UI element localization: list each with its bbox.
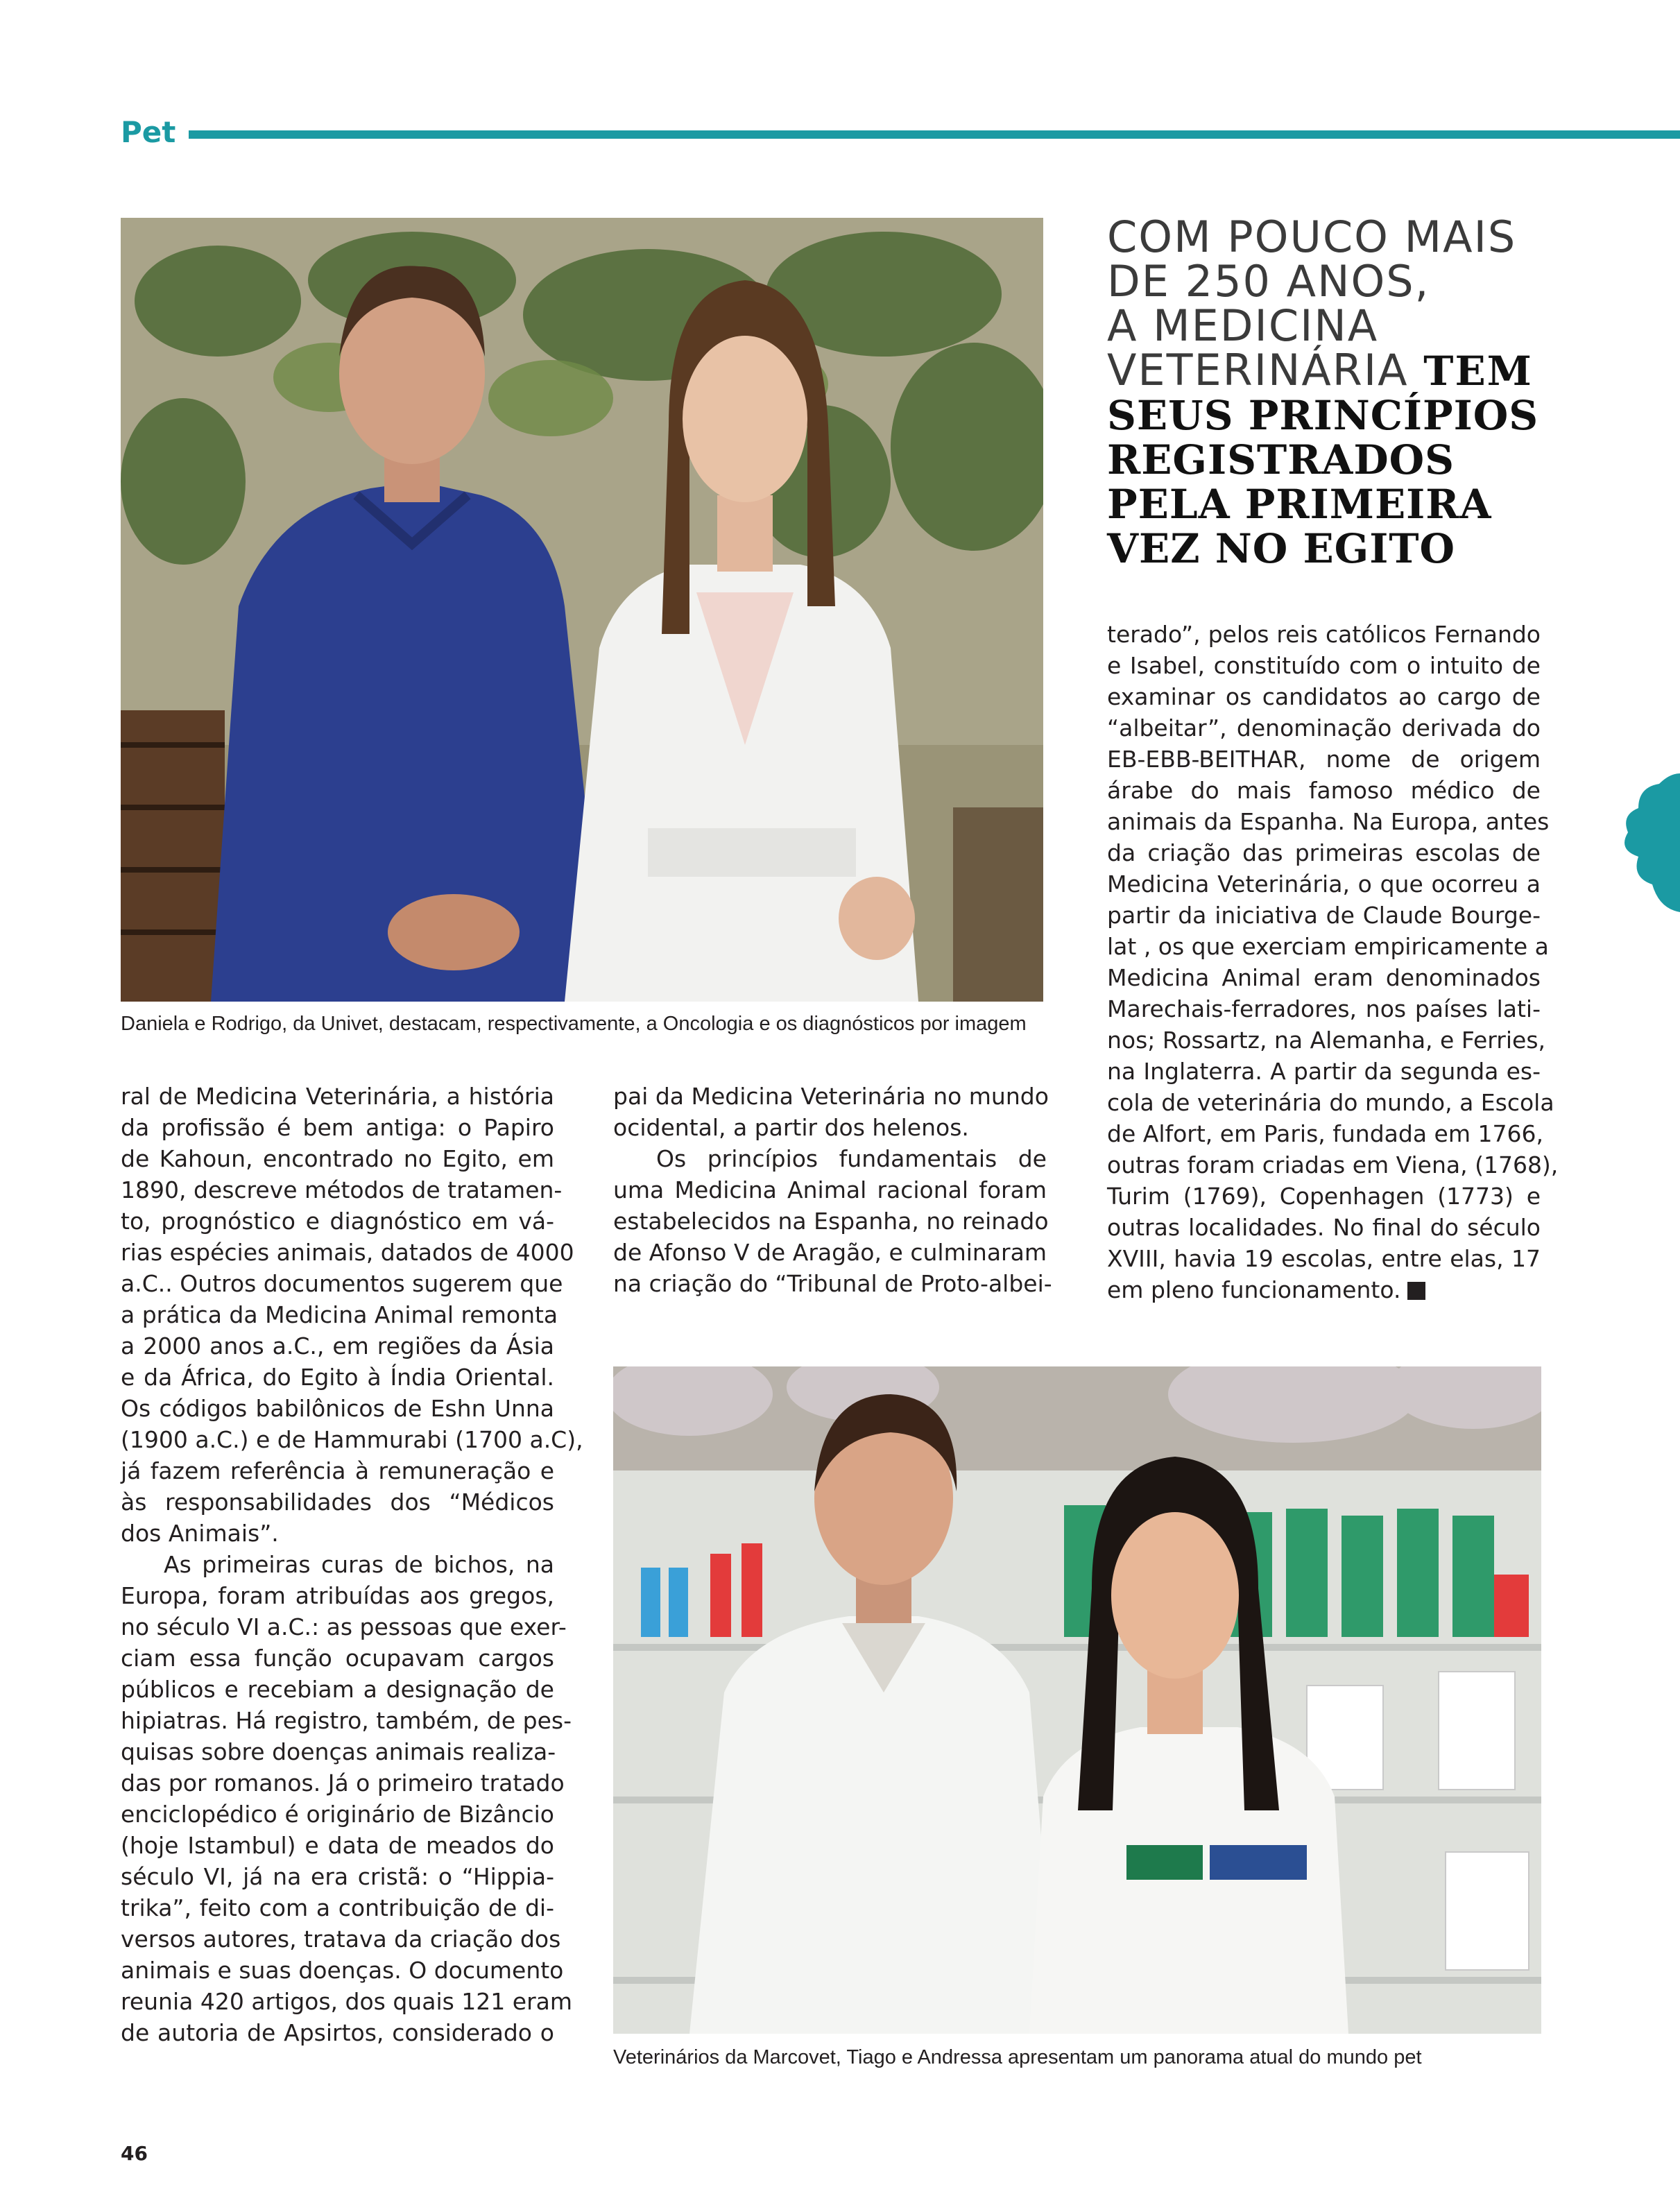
text-line: outras localidades. No final do século (1107, 1214, 1541, 1241)
text-line: outras foram criadas em Viena, (1768), (1107, 1151, 1559, 1178)
pull-quote-line: A MEDICINA (1107, 300, 1379, 351)
text-line: to, prognóstico e diagnóstico em vá- (121, 1208, 554, 1235)
text-line: estabelecidos na Espanha, no reinado (613, 1208, 1049, 1235)
pull-quote-line: SEUS PRINCÍPIOS (1107, 392, 1539, 439)
text-line: ral de Medicina Veterinária, a história (121, 1083, 554, 1110)
photo-top-caption: Daniela e Rodrigo, da Univet, destacam, respectivamente, a Oncologia e os diagnósticos por imagem (121, 1013, 1027, 1035)
text-line: EB-EBB-BEITHAR, nome de origem (1107, 746, 1541, 773)
pull-quote-light-word: VETERINÁRIA (1107, 345, 1409, 395)
text-line: de Afonso V de Aragão, e culminaram (613, 1239, 1047, 1266)
text-line: e Isabel, constituído com o intuito de (1107, 652, 1541, 679)
text-line: trika”, feito com a contribuição de di- (121, 1894, 554, 1921)
text-line: a.C.. Outros documentos sugerem que (121, 1270, 563, 1297)
text-line: árabe do mais famoso médico de (1107, 777, 1541, 804)
text-line: cola de veterinária do mundo, a Escola (1107, 1089, 1554, 1116)
text-line: na Inglaterra. A partir da segunda es- (1107, 1058, 1541, 1085)
text-line: e da África, do Egito à Índia Oriental. (121, 1364, 554, 1391)
photo-bottom-caption: Veterinários da Marcovet, Tiago e Andressa apresentam um panorama atual do mundo pet (613, 2046, 1422, 2068)
text-line-final (1107, 1274, 1541, 1305)
text-line: (1900 a.C.) e de Hammurabi (1700 a.C), (121, 1426, 583, 1453)
pull-quote-line: PELA PRIMEIRA (1107, 481, 1492, 528)
text-line: em pleno funcionamento. (1107, 1276, 1401, 1303)
text-line: da profissão é bem antiga: o Papiro (121, 1114, 554, 1141)
text-line: Turim (1769), Copenhagen (1773) e (1107, 1183, 1541, 1210)
text-line: hipiatras. Há registro, também, de pes- (121, 1707, 572, 1734)
text-line: século VI, já na era cristã: o “Hippia- (121, 1863, 554, 1890)
section-label: Pet (121, 115, 176, 149)
pull-quote-mixed-line (1107, 345, 1565, 395)
text-line: lat , os que exerciam empiricamente a (1107, 933, 1549, 960)
text-line: versos autores, tratava da criação dos (121, 1926, 561, 1953)
text-line: rias espécies animais, datados de 4000 (121, 1239, 574, 1266)
pull-quote-line: VEZ NO EGITO (1107, 525, 1456, 572)
text-line: das por romanos. Já o primeiro tratado (121, 1769, 565, 1797)
text-line: terado”, pelos reis católicos Fernando (1107, 621, 1541, 648)
pull-quote-line: DE 250 ANOS, (1107, 256, 1430, 307)
pull-quote-line: REGISTRADOS (1107, 436, 1455, 483)
text-line: animais e suas doenças. O documento (121, 1957, 564, 1984)
pull-quote-line: COM POUCO MAIS (1107, 212, 1517, 262)
text-line: animais da Espanha. Na Europa, antes (1107, 808, 1550, 835)
text-line: pai da Medicina Veterinária no mundo (613, 1083, 1049, 1110)
text-line: reunia 420 artigos, dos quais 121 eram (121, 1988, 573, 2015)
text-line: de autoria de Apsirtos, considerado o (121, 2019, 554, 2046)
pull-quote (1107, 212, 1565, 572)
section-rule (189, 130, 1680, 139)
text-line: As primeiras curas de bichos, na (164, 1551, 554, 1578)
text-line: de Alfort, em Paris, fundada em 1766, (1107, 1120, 1543, 1147)
page-edge-tab-icon (1611, 773, 1680, 912)
text-line: públicos e recebiam a designação de (121, 1676, 554, 1703)
text-line: “albeitar”, denominação derivada do (1107, 714, 1541, 741)
text-line: examinar os candidatos ao cargo de (1107, 683, 1541, 710)
photo-marcovet-vets (613, 1366, 1541, 2034)
text-line: Medicina Animal eram denominados (1107, 964, 1541, 991)
text-line: Medicina Veterinária, o que ocorreu a (1107, 871, 1541, 898)
text-line: 1890, descreve métodos de tratamen- (121, 1176, 563, 1203)
pull-quote-heavy-word: TEM (1423, 348, 1533, 395)
text-line: às responsabilidades dos “Médicos (121, 1489, 554, 1516)
text-line: uma Medicina Animal racional foram (613, 1176, 1047, 1203)
text-line: partir da iniciativa de Claude Bourge- (1107, 902, 1541, 929)
text-line: no século VI a.C.: as pessoas que exer- (121, 1613, 567, 1640)
text-line: Marechais-ferradores, nos países lati- (1107, 995, 1541, 1022)
text-line: quisas sobre doenças animais realiza- (121, 1738, 556, 1765)
text-line: da criação das primeiras escolas de (1107, 839, 1541, 866)
text-line: XVIII, havia 19 escolas, entre elas, 17 (1107, 1245, 1541, 1272)
text-line: Europa, foram atribuídas aos gregos, (121, 1582, 554, 1609)
article-column-3 (1107, 619, 1559, 1305)
text-line: já fazem referência à remuneração e (121, 1457, 554, 1484)
text-line: Os códigos babilônicos de Eshn Unna (121, 1395, 554, 1422)
text-line: a prática da Medicina Animal remonta (121, 1301, 558, 1328)
text-line: na criação do “Tribunal de Proto-albei- (613, 1270, 1052, 1297)
text-line: enciclopédico é originário de Bizâncio (121, 1801, 554, 1828)
photo-univet-vets (121, 218, 1043, 1002)
text-line: (hoje Istambul) e data de meados do (121, 1832, 554, 1859)
text-line: nos; Rossartz, na Alemanha, e Ferries, (1107, 1027, 1546, 1054)
text-line: ocidental, a partir dos helenos. (613, 1114, 969, 1141)
article-column-2 (613, 1081, 1052, 1299)
text-line: Os princípios fundamentais de (656, 1145, 1047, 1172)
text-line: ciam essa função ocupavam cargos (121, 1645, 554, 1672)
text-line: dos Animais”. (121, 1520, 279, 1547)
article-column-1 (121, 1081, 583, 2048)
page-number: 46 (121, 2142, 148, 2165)
end-of-article-icon (1407, 1282, 1425, 1300)
text-line: de Kahoun, encontrado no Egito, em (121, 1145, 554, 1172)
text-line: a 2000 anos a.C., em regiões da Ásia (121, 1332, 554, 1360)
